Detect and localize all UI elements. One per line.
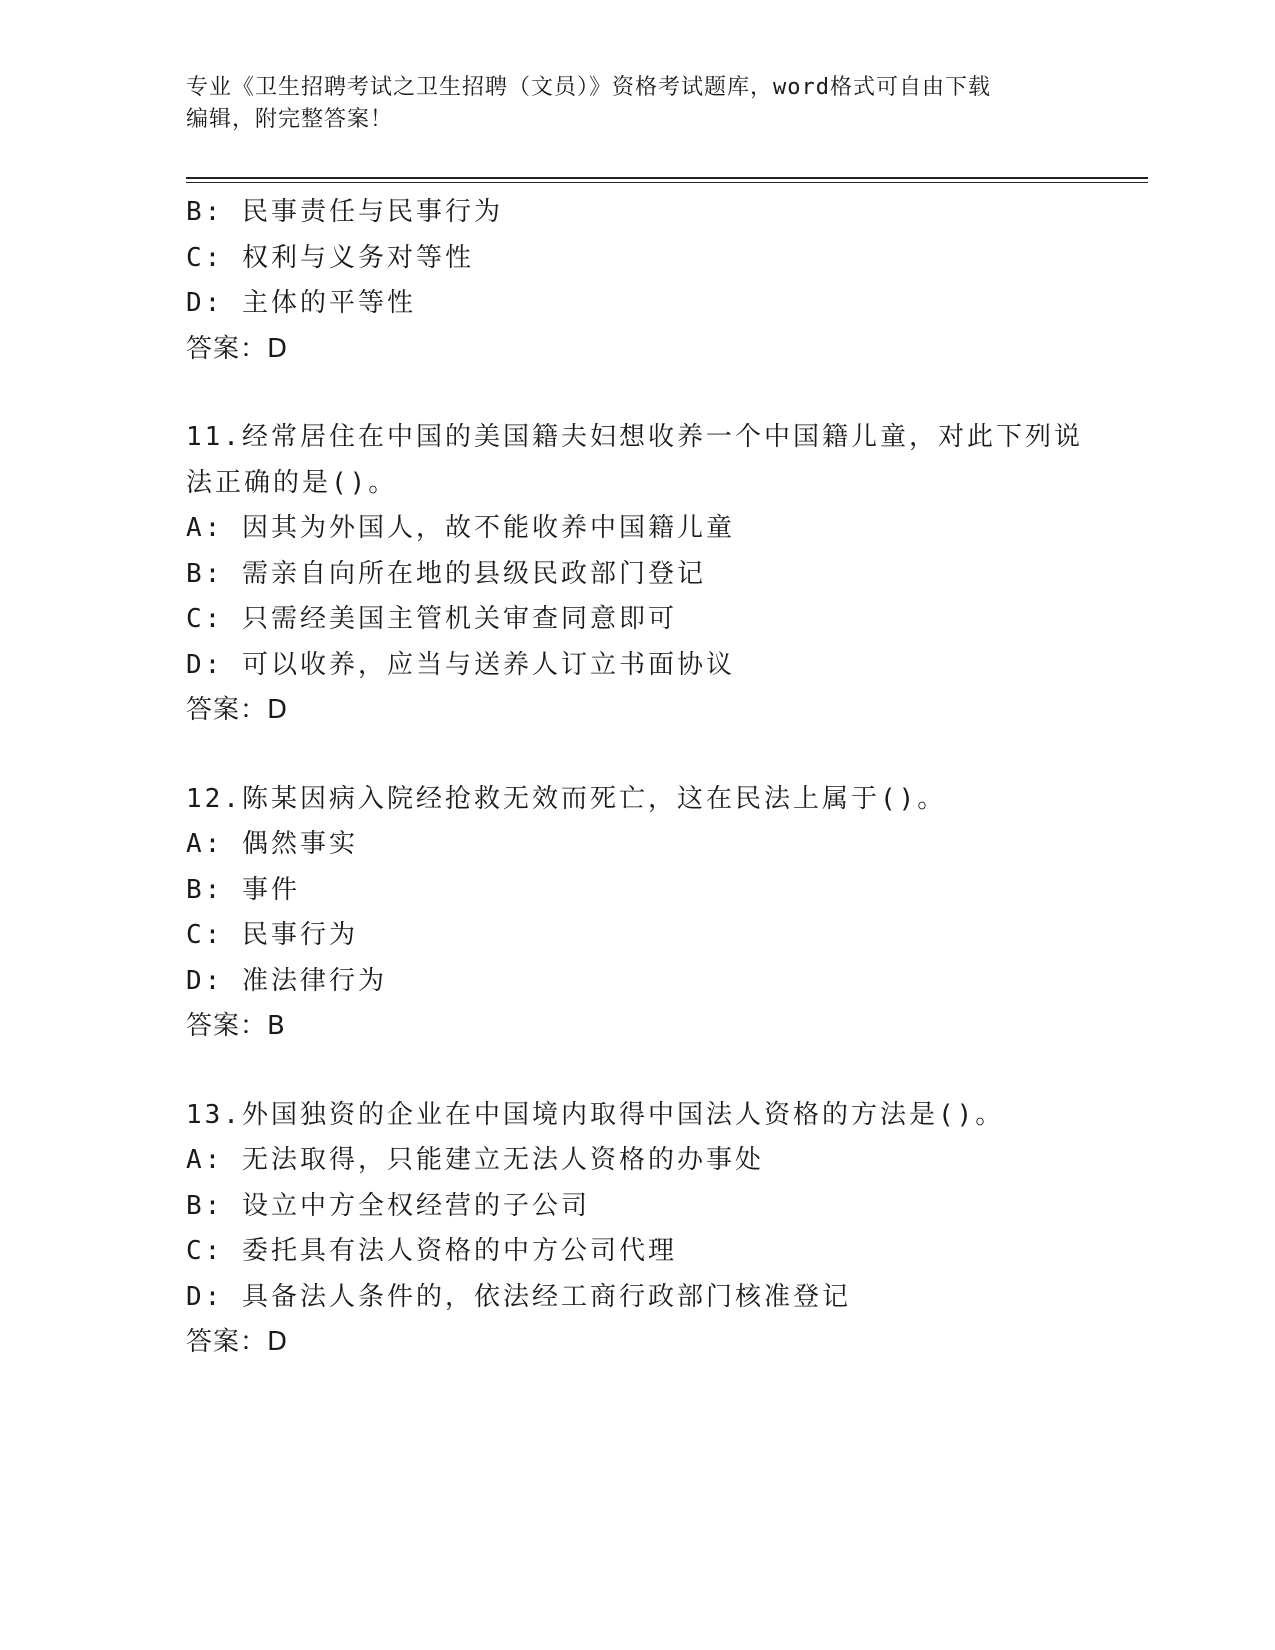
question-block-prev <box>186 190 1086 372</box>
spacer <box>186 734 1086 777</box>
option-c: C: 只需经美国主管机关审查同意即可 <box>186 604 677 634</box>
spacer <box>186 372 1086 415</box>
option-b: B: 事件 <box>186 874 300 905</box>
question-text: 12.陈某因病入院经抢救无效而死亡，这在民法上属于()。 <box>186 783 947 814</box>
option-b: B: 需亲自向所在地的县级民政部门登记 <box>186 558 706 589</box>
option-d: D: 主体的平等性 <box>186 288 416 318</box>
option-d: D: 可以收养，应当与送养人订立书面协议 <box>186 649 735 680</box>
option-d: D: 准法律行为 <box>186 965 387 996</box>
question-text: 13.外国独资的企业在中国境内取得中国法人资格的方法是()。 <box>186 1099 1005 1130</box>
header-divider-thin <box>186 182 1148 183</box>
spacer <box>186 1050 1086 1093</box>
question-text-line-1: 11.经常居住在中国的美国籍夫妇想收养一个中国籍儿童，对此下列说 <box>186 422 1083 452</box>
option-b: B: 民事责任与民事行为 <box>186 197 503 227</box>
answer-text: 答案：B <box>186 1011 286 1041</box>
answer-text: 答案：D <box>186 333 289 364</box>
question-block-11 <box>186 415 1086 734</box>
question-block-12 <box>186 777 1086 1050</box>
option-c: C: 民事行为 <box>186 920 358 950</box>
option-a: A: 无法取得，只能建立无法人资格的办事处 <box>186 1145 764 1175</box>
question-list <box>186 190 1086 1366</box>
document-header <box>186 72 1086 136</box>
option-c: C: 委托具有法人资格的中方公司代理 <box>186 1236 677 1266</box>
header-line-2: 编辑，附完整答案！ <box>186 107 394 132</box>
option-c: C: 权利与义务对等性 <box>186 242 474 273</box>
option-d: D: 具备法人条件的，依法经工商行政部门核准登记 <box>186 1281 851 1312</box>
option-a: A: 偶然事实 <box>186 829 358 859</box>
answer-text: 答案：D <box>186 695 289 725</box>
option-a: A: 因其为外国人，故不能收养中国籍儿童 <box>186 513 735 543</box>
answer-text: 答案：D <box>186 1327 289 1357</box>
question-block-13 <box>186 1093 1086 1366</box>
option-b: B: 设立中方全权经营的子公司 <box>186 1190 590 1221</box>
question-text-line-2: 法正确的是()。 <box>186 467 398 498</box>
header-divider-thick <box>186 177 1148 179</box>
header-line-1: 专业《卫生招聘考试之卫生招聘（文员）》资格考试题库，word格式可自由下载 <box>186 75 991 100</box>
